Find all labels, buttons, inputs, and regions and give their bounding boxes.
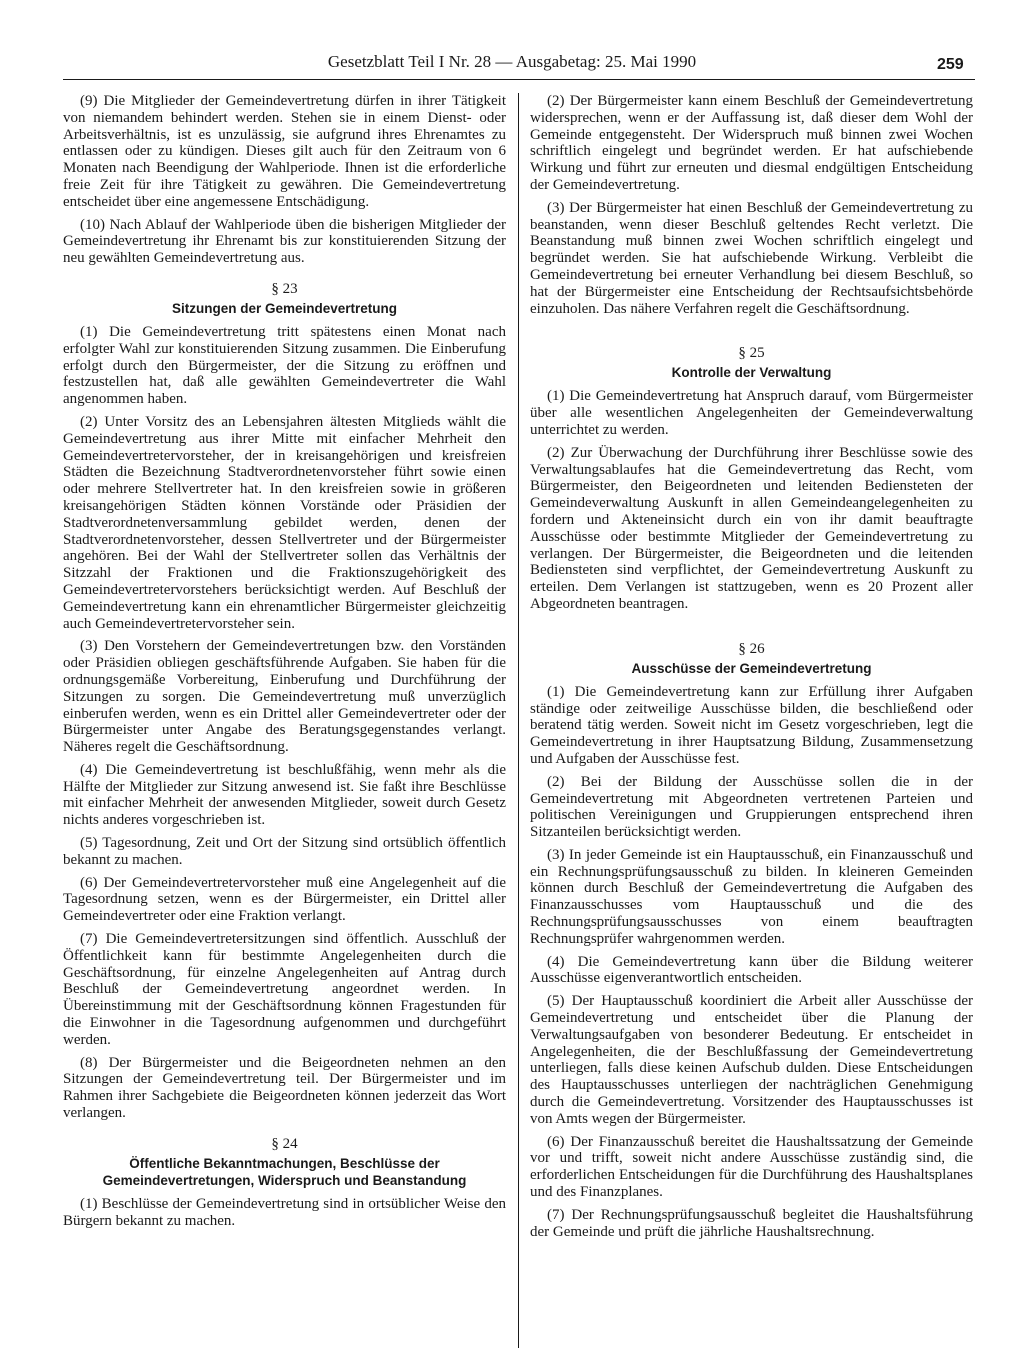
- paragraph: (2) Bei der Bildung der Ausschüsse sollen die in der Gemeindevertretung mit Abgeordneten vertretenen Parteien und politischen Vereinigungen und Gruppierungen entsprechend ihren Sitzanteilen berücksichtigt werden.: [530, 773, 973, 841]
- paragraph: (5) Tagesordnung, Zeit und Ort der Sitzung sind ortsüblich öffentlich bekannt zu machen.: [63, 835, 506, 868]
- paragraph: (1) Die Gemeindevertretung kann zur Erfüllung ihrer Aufgaben ständige oder zeitweilige Ausschüsse bilden, die beschließend oder beratend tätig werden. Soweit nicht im Gesetz vorgeschrieben, legt die Gemeindevertretung in ihrer Hauptsatzung Bildung, Zusammensetzung und Aufgaben der Ausschüsse fest.: [530, 683, 973, 767]
- header-rule: [63, 79, 975, 80]
- left-column: [63, 93, 506, 1235]
- column-divider: [518, 93, 519, 1348]
- paragraph: (3) Der Bürgermeister hat einen Beschluß der Gemeindevertretung zu beanstanden, wenn dieser Beschluß geltendes Recht verletzt. Die Beanstandung muß binnen zwei Wochen schriftlich eingelegt und begründet werden. Sie hat aufschiebende Wirkung. Verbleibt die Gemeindevertretung bei erneuter Verhandlung bei diesem Beschluß, so hat der Bürgermeister eine Entscheidung der Rechtsaufsichtsbehörde einzuholen. Das nähere Verfahren regelt die Geschäftsordnung.: [530, 199, 973, 317]
- section-title: Ausschüsse der Gemeindevertretung: [631, 660, 872, 676]
- paragraph: (8) Der Bürgermeister und die Beigeordneten nehmen an den Sitzungen der Gemeindevertretung teil. Der Bürgermeister und im Rahmen ihrer Sachgebiete die Beigeordneten können jederzeit das Wort verlangen.: [63, 1054, 506, 1122]
- paragraph: (3) In jeder Gemeinde ist ein Hauptausschuß, ein Finanzausschuß und ein Rechnungsprüfungsausschuß zu bilden. In kleineren Gemeinden können durch Beschluß der Gemeindevertretung die Aufgaben des Finanzausschusses vom Hauptausschuß und die des Rechnungsprüfungsausschusses von einem beauftragten Rechnungsprüfer wahrgenommen werden.: [530, 846, 973, 947]
- section-title: Kontrolle der Verwaltung: [671, 365, 832, 381]
- paragraph: (2) Zur Überwachung der Durchführung ihrer Beschlüsse sowie des Verwaltungsablaufes hat die Gemeindevertretung das Recht, vom Bürgermeister, den Beigeordneten und leitenden Bediensteten der Gemeindeverwaltung Auskunft in allen Gemeindeangelegenheiten zu fordern und Akteneinsicht durch ein von ihr damit beauftragte Ausschüsse oder bestimmte Mitglieder der Gemeindevertretung zu verlangen. Der Bürgermeister, die Beigeordneten und die leitenden Bediensteten sind verpflichtet, der Gemeindevertretung Auskunft zu erteilen. Dem Verlangen ist stattzugeben, wenn es 20 Prozent aller Abgeordneten beantragen.: [530, 444, 973, 612]
- section-title: Öffentliche Bekanntmachungen, Beschlüsse der Gemeindevertretungen, Widerspruch und Beanstandung: [102, 1155, 467, 1188]
- paragraph: (6) Der Finanzausschuß bereitet die Haushaltssatzung der Gemeinde vor und trifft, soweit nicht andere Ausschüsse zuständig sind, die erforderlichen Entscheidungen für die Durchführung des Haushaltsplanes und des Finanzplanes.: [530, 1133, 973, 1201]
- paragraph: (5) Der Hauptausschuß koordiniert die Arbeit aller Ausschüsse der Gemeindevertretung und entscheidet über die Planung der Verwaltungsaufgaben von besonderer Bedeutung. Er entscheidet in Angelegenheiten, die der Beschlußfassung der Gemeindevertretung unterliegen, falls diese keinen Aufschub dulden. Diese Entscheidungen des Hauptausschusses unterliegen der nachträglichen Genehmigung durch die Gemeindevertretung. Vorsitzender des Hauptausschusses ist von Amts wegen der Bürgermeister.: [530, 993, 973, 1127]
- right-column: [530, 93, 973, 1246]
- section-number: § 25: [738, 345, 765, 362]
- paragraph: (1) Die Gemeindevertretung tritt spätestens einen Monat nach erfolgter Wahl zur konstituierenden Sitzung zusammen. Die Einberufung erfolgt durch den Bürgermeister, der die Sitzung zu eröffnen und festzustellen hat, daß alle gewählten Gemeindevertreter die Wahl angenommen haben.: [63, 323, 506, 408]
- section-number: § 24: [271, 1135, 298, 1152]
- page-number: 259: [937, 56, 964, 73]
- paragraph: (6) Der Gemeindevertretervorsteher muß eine Angelegenheit auf die Tagesordnung setzen, wenn es der Bürgermeister, ein Drittel aller Gemeindevertreter oder eine Fraktion verlangt.: [63, 874, 506, 925]
- paragraph: (1) Beschlüsse der Gemeindevertretung sind in ortsüblicher Weise den Bürgern bekannt zu machen.: [63, 1195, 506, 1229]
- paragraph: (4) Die Gemeindevertretung kann über die Bildung weiterer Ausschüsse eigenverantwortlich entscheiden.: [530, 953, 973, 987]
- paragraph: (7) Der Rechnungsprüfungsausschuß begleitet die Haushaltsführung der Gemeinde und prüft die jährliche Haushaltsrechnung.: [530, 1206, 973, 1240]
- paragraph: (1) Die Gemeindevertretung hat Anspruch darauf, vom Bürgermeister über alle wesentlichen Angelegenheiten der Gemeindeverwaltung unterrichtet zu werden.: [530, 388, 973, 438]
- paragraph: (2) Der Bürgermeister kann einem Beschluß der Gemeindevertretung widersprechen, wenn er der Auffassung ist, daß dieser dem Wohl der Gemeinde entgegensteht. Der Widerspruch muß binnen zwei Wochen schriftlich eingelegt und begründet werden. Er hat aufschiebende Wirkung und führt zur erneuten und diesmal endgültigen Entscheidung der Gemeindevertretung.: [530, 93, 973, 193]
- running-header: Gesetzblatt Teil I Nr. 28 — Ausgabetag: 25. Mai 1990: [327, 52, 697, 71]
- paragraph: (4) Die Gemeindevertretung ist beschlußfähig, wenn mehr als die Hälfte der Mitglieder zur Sitzung anwesend ist. Sie faßt ihre Beschlüsse mit einfacher Mehrheit der anwesenden Mitglieder, soweit durch Gesetz nichts anderes vorgeschrieben ist.: [63, 761, 506, 829]
- paragraph: (3) Den Vorstehern der Gemeindevertretungen bzw. den Vorständen oder Präsidien obliegen geschäftsführende Aufgaben. Sie haben für die ordnungsgemäße Vorbereitung, Einberufung und Durchführung der Sitzungen zu sorgen. Die Gemeindevertretung muß unverzüglich einberufen werden, wenn es ein Drittel aller Gemeindevertreter oder der Bürgermeister unter Angabe des Beratungsgegenstandes verlangt. Näheres regelt die Geschäftsordnung.: [63, 638, 506, 756]
- section-number: § 26: [738, 640, 765, 657]
- paragraph: (7) Die Gemeindevertretersitzungen sind öffentlich. Ausschluß der Öffentlichkeit kann für bestimmte Angelegenheiten durch die Geschäftsordnung, für einzelne Angelegenheiten auf Antrag durch Beschluß der Gemeindevertretung angeordnet werden. In Übereinstimmung mit der Geschäftsordnung können Fragestunden für die Einwohner in die Tagesordnung aufgenommen und durchgeführt werden.: [63, 931, 506, 1048]
- paragraph: (10) Nach Ablauf der Wahlperiode üben die bisherigen Mitglieder der Gemeindevertretung ihr Ehrenamt bis zur konstituierenden Sitzung der neu gewählten Gemeindevertretung aus.: [63, 216, 506, 267]
- section-number: § 23: [271, 280, 298, 297]
- paragraph: (2) Unter Vorsitz des an Lebensjahren ältesten Mitglieds wählt die Gemeindevertretung aus ihrer Mitte mit einfacher Mehrheit den Gemeindevertretervorsteher, der in kreisangehörigen und kreisfreien Städten die Bezeichnung Stadtverordnetenvorsteher führt sowie einen oder mehrere Stellvertreter hat. In den kreisfreien sowie in größeren kreisangehörigen Städten können Vorstände oder Präsidien der Stadtverordnetenversammlung gebildet werden, denen der Stadtverordnetenvorsteher, dessen Stellvertreter und der Bürgermeister angehören. Bei der Wahl der Stellvertreter sollen das Verhältnis der Sitzzahl der Fraktionen und die Fraktionszugehörigkeit des Gemeindevertretervorstehers berücksichtigt werden. Auf Beschluß der Gemeindevertretung kann ein ehrenamtlicher Bürgermeister gleichzeitig auch Gemeindevertretervorsteher sein.: [63, 413, 506, 632]
- section-title: Sitzungen der Gemeindevertretung: [171, 300, 398, 316]
- paragraph: (9) Die Mitglieder der Gemeindevertretung dürfen in ihrer Tätigkeit von niemandem behindert werden. Stehen sie in einem Dienst- oder Arbeitsverhältnis, ist es unzulässig, sie aufgrund ihres Ehrenamtes zu entlassen oder zu kündigen. Dieses gilt auch für den Zeitraum von 6 Monaten nach Beendigung der Wahlperiode. Ihnen ist die erforderliche freie Zeit für ihre Tätigkeit zu gewähren. Die Gemeindevertretung entscheidet über eine angemessene Entschädigung.: [63, 93, 506, 210]
